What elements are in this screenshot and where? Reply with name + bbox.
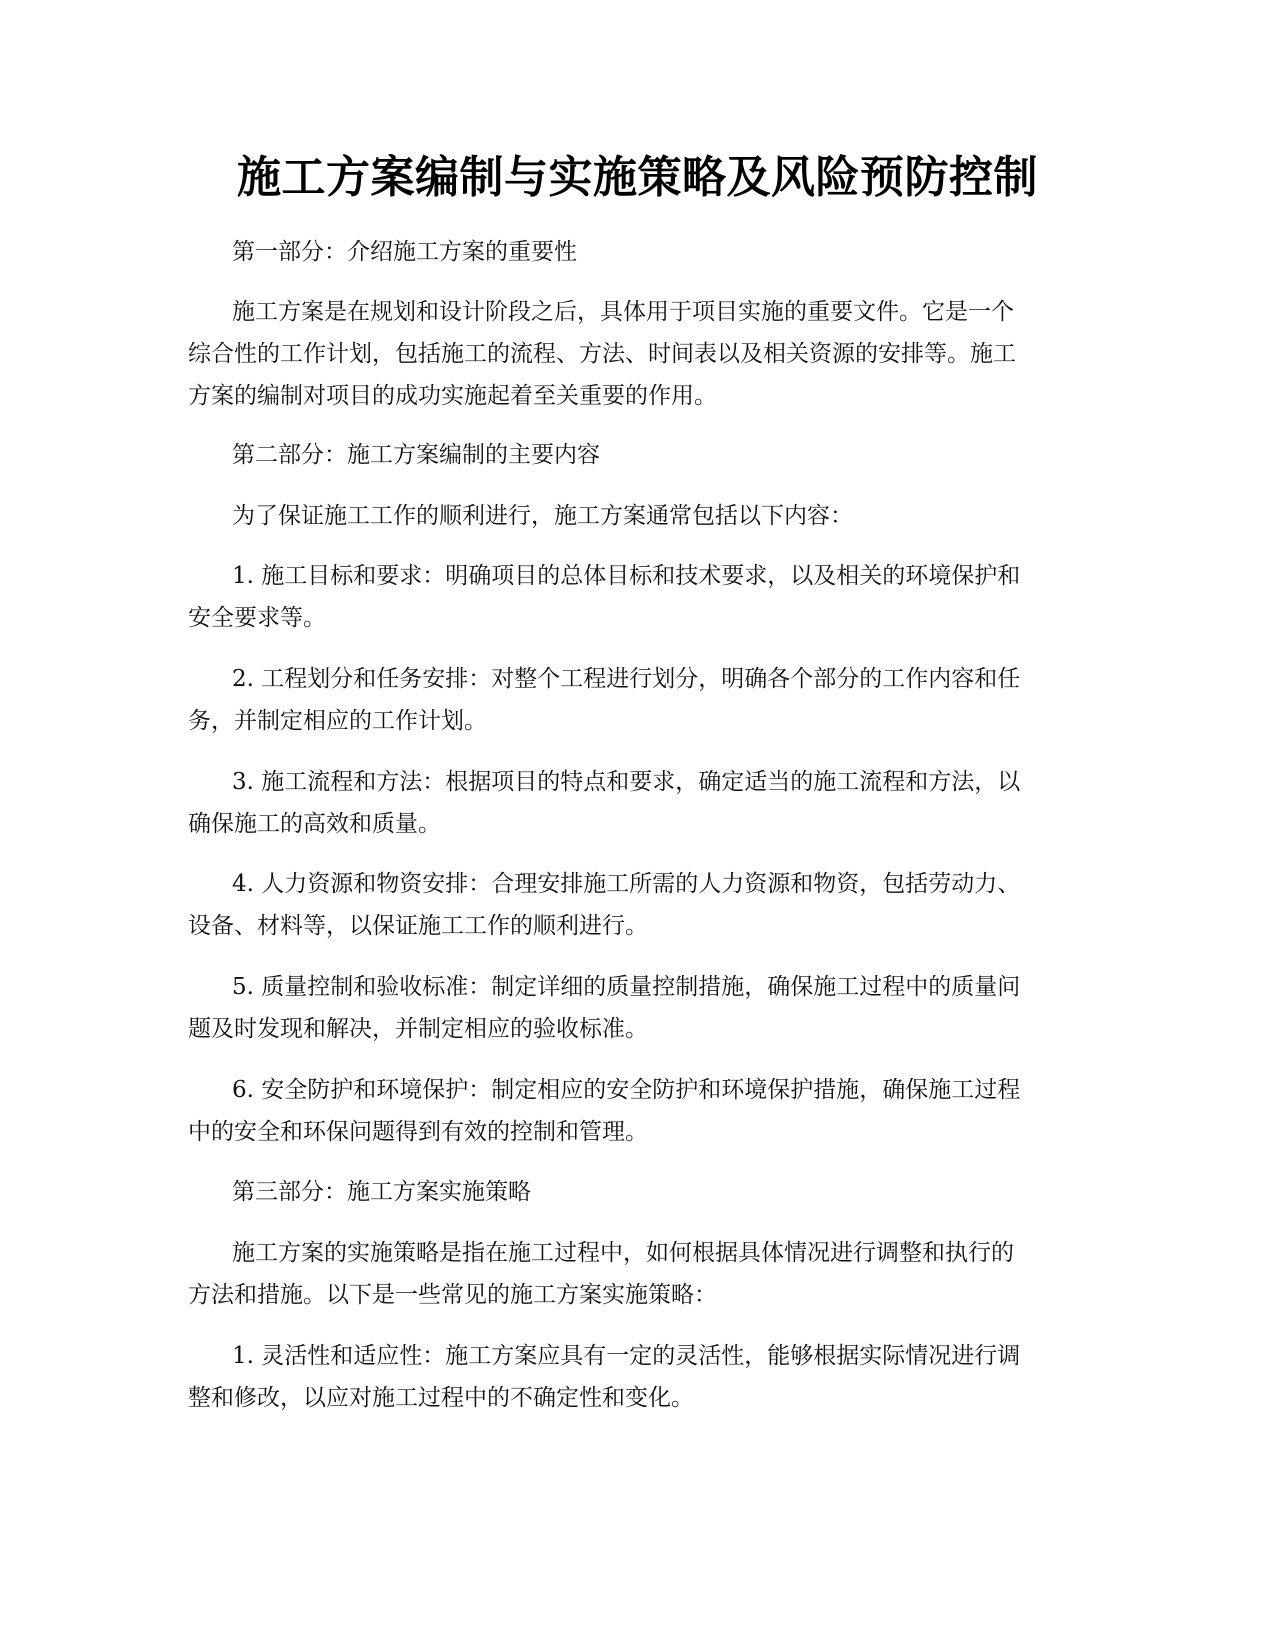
list-item xyxy=(188,1069,1088,1153)
paragraph-line: 施工方案是在规划和设计阶段之后，具体用于项目实施的重要文件。它是一个 xyxy=(232,299,1014,325)
list-item-line: 6. 安全防护和环境保护：制定相应的安全防护和环境保护措施，确保施工过程 xyxy=(232,1077,1021,1103)
part2-intro xyxy=(188,495,1088,537)
paragraph-line: 为了保证施工工作的顺利进行，施工方案通常包括以下内容： xyxy=(232,503,853,529)
part2-heading-text: 第二部分：施工方案编制的主要内容 xyxy=(232,442,600,468)
paragraph-line: 方案的编制对项目的成功实施起着至关重要的作用。 xyxy=(188,383,717,409)
part3-heading xyxy=(188,1171,1088,1213)
document-title: 施工方案编制与实施策略及风险预防控制 xyxy=(237,152,1038,203)
list-item-line: 设备、材料等，以保证施工工作的顺利进行。 xyxy=(188,913,648,939)
part3-heading-text: 第三部分：施工方案实施策略 xyxy=(232,1179,531,1205)
list-item-line: 安全要求等。 xyxy=(188,605,326,631)
paragraph-line: 综合性的工作计划，包括施工的流程、方法、时间表以及相关资源的安排等。施工 xyxy=(188,341,1016,367)
part3-paragraph xyxy=(188,1232,1088,1316)
part1-heading-text: 第一部分：介绍施工方案的重要性 xyxy=(232,239,577,265)
list-item-line: 3. 施工流程和方法：根据项目的特点和要求，确定适当的施工流程和方法，以 xyxy=(232,769,1021,795)
part1-paragraph xyxy=(188,291,1088,417)
list-item-line: 4. 人力资源和物资安排：合理安排施工所需的人力资源和物资，包括劳动力、 xyxy=(232,871,1021,897)
list-item-line: 整和修改，以应对施工过程中的不确定性和变化。 xyxy=(188,1385,694,1411)
list-item xyxy=(188,761,1088,845)
list-item-line: 务，并制定相应的工作计划。 xyxy=(188,708,487,734)
part1-heading xyxy=(188,231,1088,273)
part2-heading xyxy=(188,434,1088,476)
list-item-line: 1. 施工目标和要求：明确项目的总体目标和技术要求，以及相关的环境保护和 xyxy=(232,563,1021,589)
list-item xyxy=(188,966,1088,1050)
list-item-line: 5. 质量控制和验收标准：制定详细的质量控制措施，确保施工过程中的质量问 xyxy=(232,974,1021,1000)
list-item xyxy=(188,1335,1088,1419)
list-item xyxy=(188,863,1088,947)
list-item xyxy=(188,658,1088,742)
list-item-line: 确保施工的高效和质量。 xyxy=(188,811,441,837)
paragraph-line: 施工方案的实施策略是指在施工过程中，如何根据具体情况进行调整和执行的 xyxy=(232,1240,1014,1266)
list-item-line: 1. 灵活性和适应性：施工方案应具有一定的灵活性，能够根据实际情况进行调 xyxy=(232,1343,1021,1369)
list-item-line: 中的安全和环保问题得到有效的控制和管理。 xyxy=(188,1119,648,1145)
paragraph-line: 方法和措施。以下是一些常见的施工方案实施策略： xyxy=(188,1282,717,1308)
list-item xyxy=(188,555,1088,639)
list-item-line: 2. 工程划分和任务安排：对整个工程进行划分，明确各个部分的工作内容和任 xyxy=(232,666,1021,692)
list-item-line: 题及时发现和解决，并制定相应的验收标准。 xyxy=(188,1016,648,1042)
